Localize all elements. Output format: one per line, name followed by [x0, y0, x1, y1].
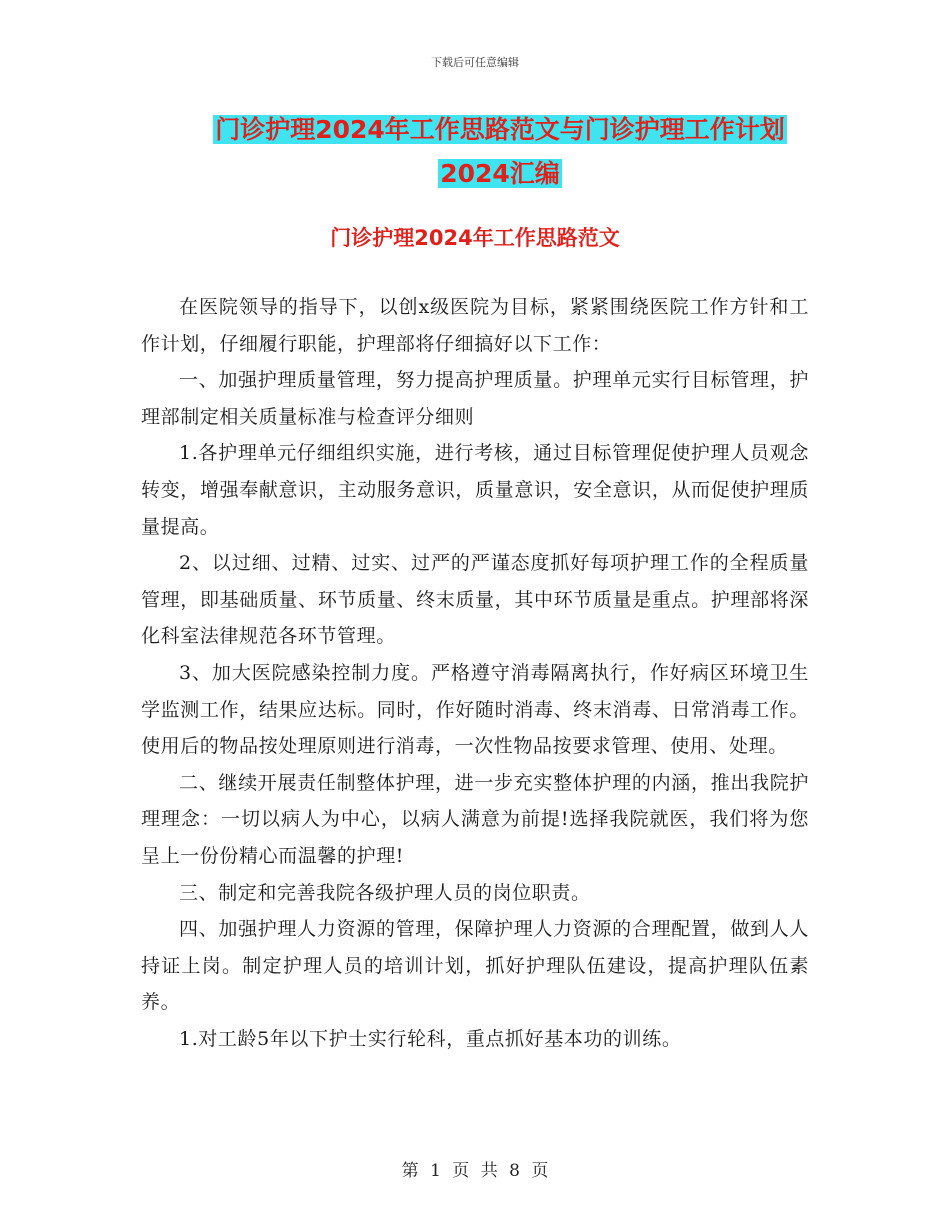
paragraph: 3、加大医院感染控制力度。严格遵守消毒隔离执行，作好病区环境卫生学监测工作，结果应达标。同时，作好随时消毒、终末消毒、日常消毒工作。使用后的物品按处理原则进行消毒，一次性物品按要求管理、使用、处理。: [141, 661, 809, 758]
paragraph: 1.各护理单元仔细组织实施，进行考核，通过目标管理促使护理人员观念转变，增强奉献意识，主动服务意识，质量意识，安全意识，从而促使护理质量提高。: [141, 442, 809, 538]
paragraph: 三、制定和完善我院各级护理人员的岗位职责。: [179, 881, 591, 904]
paragraph: 在医院领导的指导下，以创x级医院为目标，紧紧围绕医院工作方针和工作计划，仔细履行职能，护理部将仔细搞好以下工作：: [141, 296, 809, 355]
body-text: [141, 289, 809, 1057]
paragraph: 1.对工龄5年以下护士实行轮科，重点抓好基本功的训练。: [179, 1027, 682, 1050]
paragraph: 2、以过细、过精、过实、过严的严谨态度抓好每项护理工作的全程质量管理，即基础质量、环节质量、终末质量，其中环节质量是重点。护理部将深化科室法律规范各环节管理。: [141, 552, 809, 648]
page-footer: 第 1 页 共 8 页: [401, 1161, 549, 1181]
section-title: 门诊护理2024年工作思路范文: [330, 226, 620, 250]
document-title-line-2: 2024汇编: [440, 159, 560, 188]
header-note: 下载后可任意编辑: [431, 56, 519, 69]
paragraph: 二、继续开展责任制整体护理，进一步充实整体护理的内涵，推出我院护理理念：一切以病人为中心，以病人满意为前提!选择我院就医，我们将为您呈上一份份精心而温馨的护理!: [141, 771, 809, 867]
paragraph: 四、加强护理人力资源的管理，保障护理人力资源的合理配置，做到人人持证上岗。制定护理人员的培训计划，抓好护理队伍建设，提高护理队伍素养。: [141, 918, 809, 1014]
paragraph: 一、加强护理质量管理，努力提高护理质量。护理单元实行目标管理，护理部制定相关质量标准与检查评分细则: [141, 369, 809, 428]
document-title-line-1: 门诊护理2024年工作思路范文与门诊护理工作计划: [215, 115, 785, 144]
document-title: [140, 108, 860, 196]
